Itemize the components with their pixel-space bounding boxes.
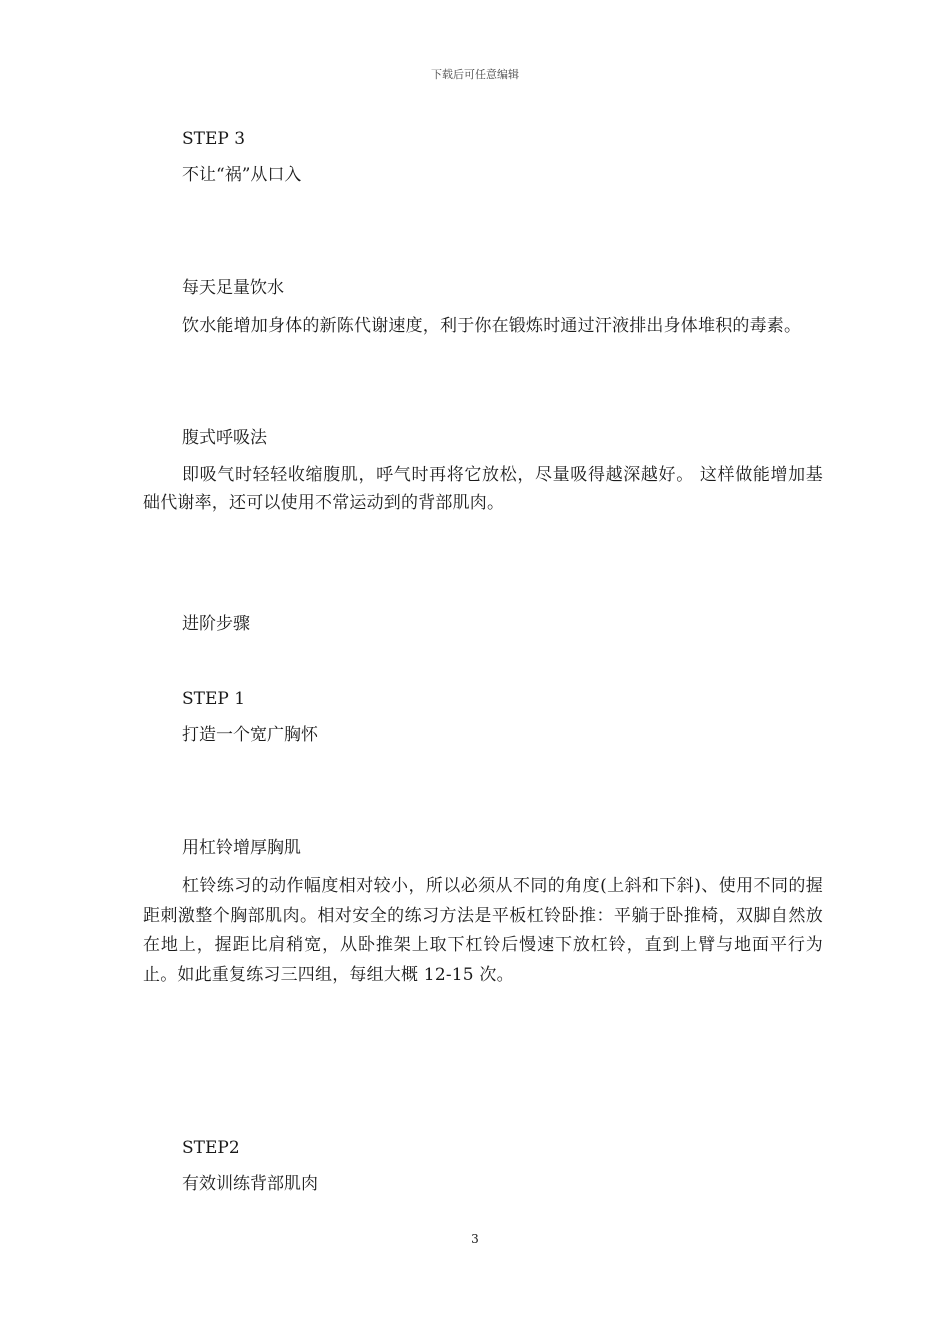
step1-label: STEP 1 [182,689,246,709]
step2-title: 有效训练背部肌肉 [182,1174,318,1194]
water-heading: 每天足量饮水 [182,278,284,298]
breath-heading: 腹式呼吸法 [182,428,267,448]
breath-paragraph: 即吸气时轻轻收缩腹肌，呼气时再将它放松，尽量吸得越深越好。 这样做能增加基础代谢率，还可以使用不常运动到的背部肌肉。 [143,465,823,513]
advanced-heading: 进阶步骤 [182,614,250,634]
page-header: 下载后可任意编辑 [431,68,519,81]
step3-title: 不让“祸”从口入 [182,165,302,185]
barbell-heading: 用杠铃增厚胸肌 [182,838,301,858]
step1-title: 打造一个宽广胸怀 [182,725,318,745]
step2-label: STEP2 [182,1138,240,1158]
barbell-paragraph: 杠铃练习的动作幅度相对较小，所以必须从不同的角度(上斜和下斜)、使用不同的握距刺激整个胸部肌肉。相对安全的练习方法是平板杠铃卧推：平躺于卧推椅，双脚自然放在地上，握距比肩稍宽，从卧推架上取下杠铃后慢速下放杠铃，直到上臂与地面平行为止。如此重复练习三四组，每组大概 12-15 次。 [143,876,823,985]
step3-label: STEP 3 [182,129,246,149]
water-paragraph: 饮水能增加身体的新陈代谢速度，利于你在锻炼时通过汗液排出身体堆积的毒素。 [182,316,802,336]
page-number: 3 [471,1232,479,1246]
